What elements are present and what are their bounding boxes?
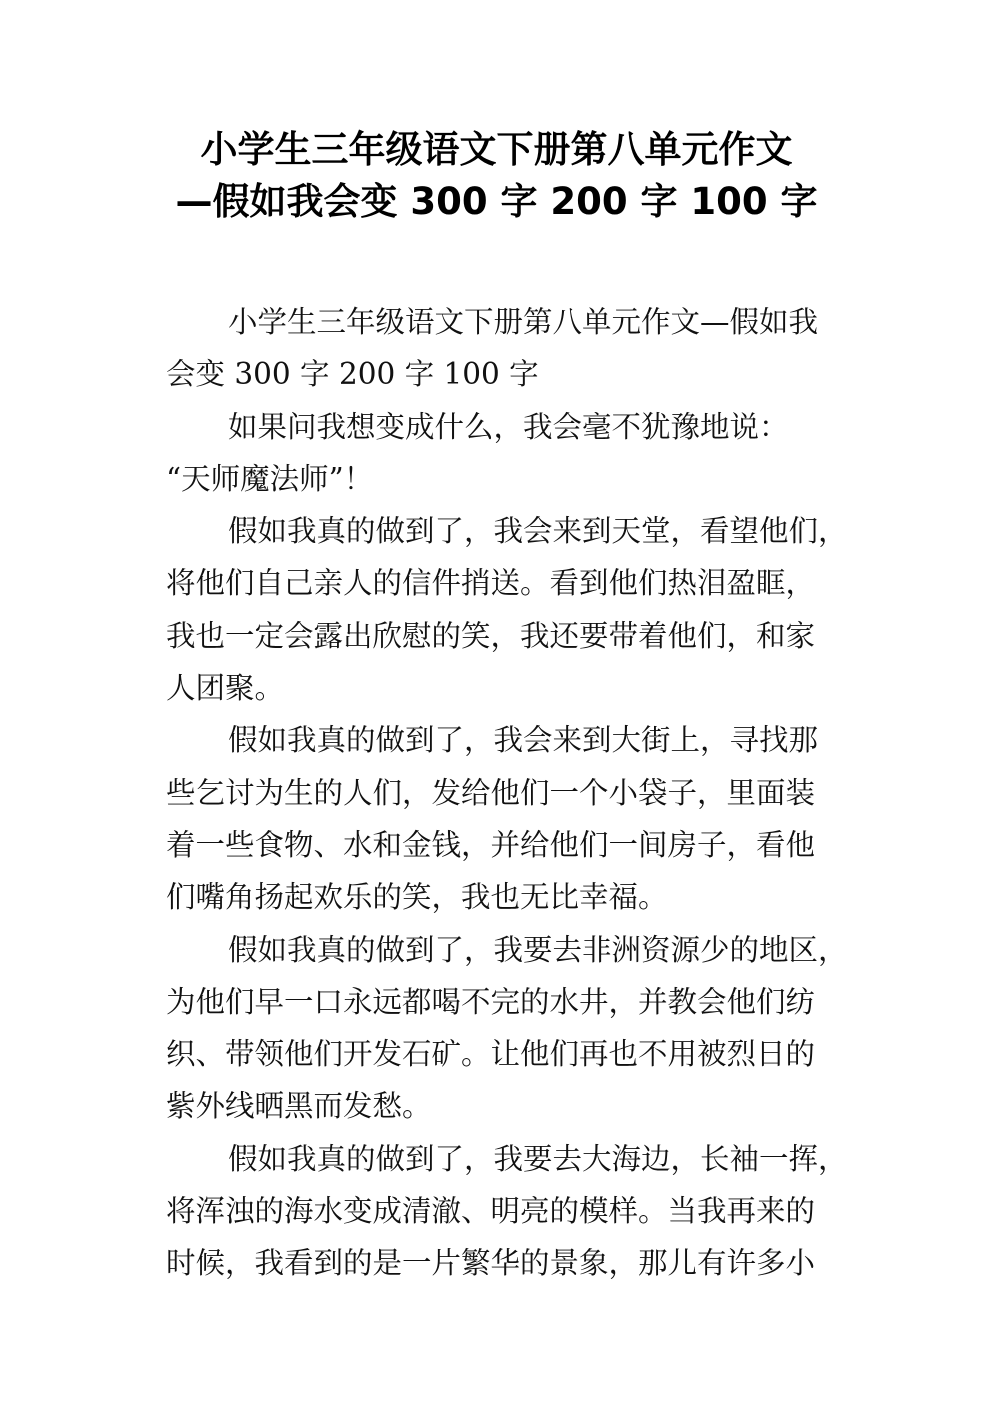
body-line: 如果问我想变成什么，我会毫不犹豫地说： [228, 409, 789, 444]
body-line: 些乞讨为生的人们，发给他们一个小袋子，里面装 [166, 775, 816, 810]
document-body [166, 296, 848, 1290]
body-line: 紫外线晒黑而发愁。 [166, 1089, 432, 1124]
page-title [0, 124, 993, 228]
body-line: 织、带领他们开发石矿。让他们再也不用被烈日的 [166, 1037, 816, 1072]
body-line: “天师魔法师”！ [166, 461, 374, 496]
body-line: 会变 300 字 200 字 100 字 [166, 357, 539, 392]
body-line: 假如我真的做到了，我会来到大街上，寻找那 [228, 723, 819, 758]
title-line-1: 小学生三年级语文下册第八单元作文 [200, 128, 793, 171]
body-line: 将他们自己亲人的信件捎送。看到他们热泪盈眶， [166, 566, 816, 601]
body-line: 们嘴角扬起欢乐的笑，我也无比幸福。 [166, 880, 668, 915]
body-line: 人团聚。 [166, 671, 285, 706]
body-line: 将浑浊的海水变成清澈、明亮的模样。当我再来的 [166, 1194, 816, 1229]
body-line: 假如我真的做到了，我会来到天堂，看望他们， [228, 514, 848, 549]
title-line-2: —假如我会变 300 字 200 字 100 字 [175, 180, 818, 223]
body-line: 小学生三年级语文下册第八单元作文—假如我 [228, 305, 819, 339]
body-line: 着一些食物、水和金钱，并给他们一间房子，看他 [166, 827, 816, 862]
body-line: 我也一定会露出欣慰的笑，我还要带着他们，和家 [166, 618, 816, 653]
body-line: 为他们早一口永远都喝不完的水井，并教会他们纺 [166, 984, 816, 1019]
body-line: 假如我真的做到了，我要去大海边，长袖一挥， [228, 1141, 848, 1176]
body-line: 假如我真的做到了，我要去非洲资源少的地区， [228, 932, 848, 967]
body-line: 时候，我看到的是一片繁华的景象，那儿有许多小 [166, 1246, 816, 1281]
